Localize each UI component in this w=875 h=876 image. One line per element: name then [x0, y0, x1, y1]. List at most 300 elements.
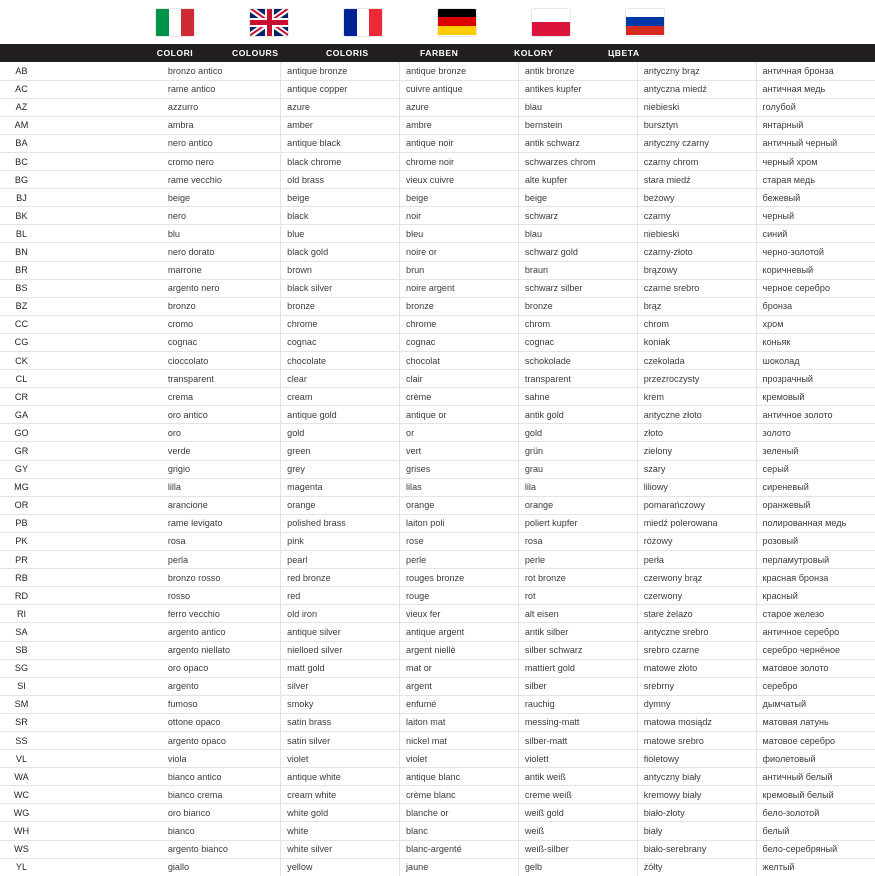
- cell-english: brown: [281, 261, 400, 279]
- cell-russian: античное золото: [756, 406, 875, 424]
- cell-german: grau: [518, 460, 637, 478]
- row-code-gutter: [43, 569, 162, 587]
- cell-german: silber-matt: [518, 731, 637, 749]
- table-row: [0, 768, 875, 786]
- cell-german: lila: [518, 478, 637, 496]
- cell-russian: серый: [756, 460, 875, 478]
- row-code: GA: [0, 406, 43, 424]
- cell-french: noire argent: [400, 279, 519, 297]
- cell-german: grün: [518, 442, 637, 460]
- row-code-gutter: [43, 134, 162, 152]
- cell-german: bronze: [518, 297, 637, 315]
- cell-french: chrome: [400, 315, 519, 333]
- cell-polish: matowa mosiądz: [637, 713, 756, 731]
- cell-italian: argento opaco: [162, 731, 281, 749]
- cell-german: sahne: [518, 388, 637, 406]
- cell-polish: biało-serebrany: [637, 840, 756, 858]
- cell-polish: antyczny czarny: [637, 134, 756, 152]
- cell-russian: матовое золото: [756, 659, 875, 677]
- table-row: [0, 804, 875, 822]
- row-code-gutter: [43, 406, 162, 424]
- cell-english: violet: [281, 750, 400, 768]
- cell-polish: biały: [637, 822, 756, 840]
- row-code-gutter: [43, 659, 162, 677]
- cell-english: antique black: [281, 134, 400, 152]
- row-code: AM: [0, 116, 43, 134]
- cell-english: black gold: [281, 243, 400, 261]
- cell-german: antik schwarz: [518, 134, 637, 152]
- cell-italian: ambra: [162, 116, 281, 134]
- row-code: VL: [0, 750, 43, 768]
- flag-cell-english: [222, 0, 316, 44]
- cell-polish: żółty: [637, 858, 756, 876]
- cell-german: silber: [518, 677, 637, 695]
- cell-italian: rame vecchio: [162, 171, 281, 189]
- cell-french: clair: [400, 370, 519, 388]
- flag-germany-icon: [438, 9, 476, 36]
- row-code: YL: [15, 862, 28, 873]
- cell-german: mattiert gold: [518, 659, 637, 677]
- cell-french: brun: [400, 261, 519, 279]
- row-code: BC: [0, 152, 43, 170]
- cell-german: schwarz gold: [518, 243, 637, 261]
- cell-french: vieux fer: [400, 605, 519, 623]
- cell-english: old iron: [281, 605, 400, 623]
- cell-russian: матовое серебро: [756, 731, 875, 749]
- cell-english: white: [281, 822, 400, 840]
- row-code: WS: [0, 840, 43, 858]
- table-row: [0, 333, 875, 351]
- cell-german: beige: [518, 189, 637, 207]
- row-code: SB: [0, 641, 43, 659]
- cell-french: bleu: [400, 225, 519, 243]
- cell-german: orange: [518, 496, 637, 514]
- cell-french: rouges bronze: [400, 569, 519, 587]
- cell-polish: antyczne srebro: [637, 623, 756, 641]
- cell-polish: koniak: [637, 333, 756, 351]
- row-code: SR: [0, 713, 43, 731]
- cell-french: cuivre antique: [400, 80, 519, 98]
- cell-english: antique gold: [281, 406, 400, 424]
- cell-russian: античный белый: [756, 768, 875, 786]
- row-code-gutter: [43, 370, 162, 388]
- cell-english: chocolate: [281, 352, 400, 370]
- cell-italian: rosa: [162, 532, 281, 550]
- row-code-gutter: [43, 514, 162, 532]
- cell-german: weiß gold: [518, 804, 637, 822]
- cell-german: creme weiß: [518, 786, 637, 804]
- cell-russian: черный хром: [756, 152, 875, 170]
- cell-russian: античная бронза: [756, 62, 875, 80]
- row-code-gutter: [43, 731, 162, 749]
- cell-french: lilas: [400, 478, 519, 496]
- row-code-gutter: [43, 279, 162, 297]
- flag-cell-italian: [128, 0, 222, 44]
- cell-italian: transparent: [162, 370, 281, 388]
- cell-german: weiß: [518, 822, 637, 840]
- row-code: RB: [0, 569, 43, 587]
- table-row: [0, 786, 875, 804]
- cell-polish: pomarańczowy: [637, 496, 756, 514]
- cell-polish: antyczne złoto: [637, 406, 756, 424]
- cell-italian: blu: [162, 225, 281, 243]
- row-code-gutter: [43, 261, 162, 279]
- row-code-gutter: [43, 424, 162, 442]
- cell-french: noir: [400, 207, 519, 225]
- cell-russian: розовый: [756, 532, 875, 550]
- cell-english: satin brass: [281, 713, 400, 731]
- cell-italian: giallo: [167, 862, 190, 873]
- cell-italian: bronzo antico: [162, 62, 281, 80]
- row-code-gutter: [43, 713, 162, 731]
- cell-polish: brązowy: [637, 261, 756, 279]
- cell-italian: cioccolato: [162, 352, 281, 370]
- header-english: COLOURS: [232, 48, 279, 58]
- cell-english: magenta: [281, 478, 400, 496]
- cell-polish: antyczny brąz: [637, 62, 756, 80]
- flag-poland-icon: [532, 9, 570, 36]
- cell-russian: фиолетовый: [756, 750, 875, 768]
- cell-english: red: [281, 587, 400, 605]
- table-row: [0, 243, 875, 261]
- header-russian: ЦВЕТА: [608, 48, 640, 58]
- cell-french: perle: [400, 551, 519, 569]
- cell-italian: argento: [162, 677, 281, 695]
- cell-italian: azzurro: [162, 98, 281, 116]
- cell-english: polished brass: [281, 514, 400, 532]
- row-code: BS: [0, 279, 43, 297]
- cell-polish: czerwony brąz: [637, 569, 756, 587]
- cell-russian: хром: [756, 315, 875, 333]
- cell-italian: oro antico: [162, 406, 281, 424]
- row-code-gutter: [43, 98, 162, 116]
- cell-french: laiton mat: [400, 713, 519, 731]
- cell-russian: оранжевый: [756, 496, 875, 514]
- row-code-gutter: [43, 786, 162, 804]
- cell-german: antik weiß: [518, 768, 637, 786]
- cell-russian: красная бронза: [756, 569, 875, 587]
- row-code: BK: [0, 207, 43, 225]
- cell-german: transparent: [518, 370, 637, 388]
- row-code-gutter: [43, 532, 162, 550]
- cell-french: ambre: [400, 116, 519, 134]
- row-code: BG: [0, 171, 43, 189]
- cell-italian: crema: [162, 388, 281, 406]
- row-code-gutter: [43, 225, 162, 243]
- table-row: [0, 424, 875, 442]
- cell-german: schokolade: [518, 352, 637, 370]
- table-row: [0, 388, 875, 406]
- cell-polish: matowe złoto: [637, 659, 756, 677]
- row-code-gutter: [43, 333, 162, 351]
- row-code: CL: [0, 370, 43, 388]
- header-german: FARBEN: [420, 48, 459, 58]
- cell-french: rose: [400, 532, 519, 550]
- cell-english: antique white: [281, 768, 400, 786]
- cell-french: antique blanc: [400, 768, 519, 786]
- cell-german: violett: [518, 750, 637, 768]
- cell-polish: fioletowy: [637, 750, 756, 768]
- cell-french: jaune: [400, 858, 519, 876]
- row-code: BL: [0, 225, 43, 243]
- cell-russian: бежевый: [756, 189, 875, 207]
- cell-italian: beige: [162, 189, 281, 207]
- row-code: CG: [0, 333, 43, 351]
- flag-cell-russian: [598, 0, 692, 44]
- cell-russian: полированная медь: [756, 514, 875, 532]
- cell-polish: czerwony: [637, 587, 756, 605]
- table-row: [0, 315, 875, 333]
- table-row: [0, 442, 875, 460]
- table-row: [0, 261, 875, 279]
- cell-russian: бронза: [756, 297, 875, 315]
- cell-english: yellow: [281, 858, 400, 876]
- cell-italian: fumoso: [162, 695, 281, 713]
- row-code: AB: [0, 62, 43, 80]
- cell-german: messing-matt: [518, 713, 637, 731]
- table-row: [0, 587, 875, 605]
- cell-english: grey: [281, 460, 400, 478]
- cell-german: antik gold: [518, 406, 637, 424]
- cell-french: antique argent: [400, 623, 519, 641]
- table-row: [0, 225, 875, 243]
- cell-english: amber: [281, 116, 400, 134]
- table-row: [0, 858, 875, 876]
- cell-italian: oro opaco: [162, 659, 281, 677]
- cell-italian: cromo: [162, 315, 281, 333]
- row-code: SM: [0, 695, 43, 713]
- row-code-gutter: [43, 822, 162, 840]
- header-italian: COLORI: [156, 48, 194, 58]
- cell-polish: kremowy biały: [637, 786, 756, 804]
- cell-english: cream: [281, 388, 400, 406]
- cell-italian: verde: [162, 442, 281, 460]
- cell-russian: шоколад: [756, 352, 875, 370]
- cell-english: clear: [281, 370, 400, 388]
- cell-russian: красный: [756, 587, 875, 605]
- cell-russian: черное серебро: [756, 279, 875, 297]
- cell-polish: srebro czarne: [637, 641, 756, 659]
- cell-italian: bianco antico: [162, 768, 281, 786]
- cell-french: or: [400, 424, 519, 442]
- cell-french: blanc: [400, 822, 519, 840]
- cell-german: blau: [518, 98, 637, 116]
- row-code: WA: [0, 768, 43, 786]
- table-row: [0, 695, 875, 713]
- header-polish: KOLORY: [514, 48, 554, 58]
- cell-italian: rosso: [162, 587, 281, 605]
- cell-polish: chrom: [637, 315, 756, 333]
- flag-russia-icon: [626, 9, 664, 36]
- cell-german: bernstein: [518, 116, 637, 134]
- cell-polish: czarny chrom: [637, 152, 756, 170]
- cell-russian: дымчатый: [756, 695, 875, 713]
- row-code: SG: [0, 659, 43, 677]
- cell-polish: dymny: [637, 695, 756, 713]
- cell-italian: cromo nero: [162, 152, 281, 170]
- cell-russian: кремовый белый: [756, 786, 875, 804]
- cell-english: satin silver: [281, 731, 400, 749]
- row-code-gutter: [43, 623, 162, 641]
- cell-italian: arancione: [162, 496, 281, 514]
- cell-french: blanc-argenté: [400, 840, 519, 858]
- row-code: BJ: [0, 189, 43, 207]
- cell-german: gold: [518, 424, 637, 442]
- cell-russian: античный черный: [756, 134, 875, 152]
- cell-german: schwarz: [518, 207, 637, 225]
- row-code: SA: [0, 623, 43, 641]
- table-row: [0, 623, 875, 641]
- row-code: CC: [0, 315, 43, 333]
- cell-french: beige: [400, 189, 519, 207]
- table-row: [0, 171, 875, 189]
- cell-french: crème blanc: [400, 786, 519, 804]
- cell-english: cream white: [281, 786, 400, 804]
- cell-polish: brąz: [637, 297, 756, 315]
- row-code-gutter: [43, 80, 162, 98]
- cell-russian: желтый: [756, 858, 875, 876]
- cell-english: black: [281, 207, 400, 225]
- row-code-gutter: [43, 352, 162, 370]
- cell-english: antique bronze: [281, 62, 400, 80]
- row-code: BN: [0, 243, 43, 261]
- cell-english: bronze: [281, 297, 400, 315]
- cell-french: antique noir: [400, 134, 519, 152]
- cell-english: pearl: [281, 551, 400, 569]
- cell-english: red bronze: [281, 569, 400, 587]
- cell-german: schwarzes chrom: [518, 152, 637, 170]
- row-code: RD: [0, 587, 43, 605]
- cell-italian: rame levigato: [162, 514, 281, 532]
- table-row: [0, 677, 875, 695]
- table-row: [0, 460, 875, 478]
- cell-russian: золото: [756, 424, 875, 442]
- cell-russian: кремовый: [756, 388, 875, 406]
- cell-english: orange: [281, 496, 400, 514]
- table-row: [0, 406, 875, 424]
- cell-russian: голубой: [756, 98, 875, 116]
- table-row: [0, 279, 875, 297]
- row-code-gutter: [43, 605, 162, 623]
- cell-french: noire or: [400, 243, 519, 261]
- cell-german: perle: [518, 551, 637, 569]
- row-code: WC: [0, 786, 43, 804]
- cell-french: laiton poli: [400, 514, 519, 532]
- cell-french: rouge: [400, 587, 519, 605]
- cell-russian: сиреневый: [756, 478, 875, 496]
- row-code-gutter: [43, 641, 162, 659]
- cell-russian: зеленый: [756, 442, 875, 460]
- cell-russian: старое железо: [756, 605, 875, 623]
- table-row: [0, 352, 875, 370]
- table-row: [0, 98, 875, 116]
- table-row: [0, 134, 875, 152]
- cell-polish: miedź polerowana: [637, 514, 756, 532]
- table-row: [0, 297, 875, 315]
- cell-russian: античное серебро: [756, 623, 875, 641]
- cell-german: alt eisen: [518, 605, 637, 623]
- row-code: MG: [0, 478, 43, 496]
- cell-french: grises: [400, 460, 519, 478]
- cell-italian: ottone opaco: [162, 713, 281, 731]
- cell-italian: argento nero: [162, 279, 281, 297]
- cell-english: green: [281, 442, 400, 460]
- row-code-gutter: [43, 388, 162, 406]
- row-code: SS: [0, 731, 43, 749]
- cell-russian: античная медь: [756, 80, 875, 98]
- cell-polish: krem: [637, 388, 756, 406]
- row-code-gutter: [43, 189, 162, 207]
- row-code: WG: [0, 804, 43, 822]
- cell-italian: bronzo rosso: [162, 569, 281, 587]
- cell-russian: бело-серебряный: [756, 840, 875, 858]
- cell-german: chrom: [518, 315, 637, 333]
- row-code-gutter: [43, 62, 162, 80]
- row-code: CK: [0, 352, 43, 370]
- cell-french: violet: [400, 750, 519, 768]
- cell-english: nielloed silver: [281, 641, 400, 659]
- cell-german: cognac: [518, 333, 637, 351]
- cell-french: orange: [400, 496, 519, 514]
- cell-polish: matowe srebro: [637, 731, 756, 749]
- table-row: [0, 370, 875, 388]
- cell-french: vieux cuivre: [400, 171, 519, 189]
- cell-french: antique bronze: [400, 62, 519, 80]
- flag-uk-icon: [250, 9, 288, 36]
- cell-english: azure: [281, 98, 400, 116]
- cell-english: pink: [281, 532, 400, 550]
- cell-english: white silver: [281, 840, 400, 858]
- cell-russian: коричневый: [756, 261, 875, 279]
- cell-italian: nero antico: [162, 134, 281, 152]
- cell-italian: oro: [162, 424, 281, 442]
- row-code: BA: [0, 134, 43, 152]
- cell-german: rot: [518, 587, 637, 605]
- cell-russian: бело-золотой: [756, 804, 875, 822]
- cell-french: vert: [400, 442, 519, 460]
- table-row: [0, 659, 875, 677]
- cell-italian: viola: [162, 750, 281, 768]
- cell-french: chocolat: [400, 352, 519, 370]
- table-row: [0, 62, 875, 80]
- cell-italian: grigio: [162, 460, 281, 478]
- row-code-gutter: [43, 804, 162, 822]
- table-row: [0, 569, 875, 587]
- table-row: [0, 551, 875, 569]
- cell-russian: коньяк: [756, 333, 875, 351]
- cell-russian: белый: [756, 822, 875, 840]
- row-code-gutter: [43, 551, 162, 569]
- cell-italian: nero dorato: [162, 243, 281, 261]
- flag-cell-polish: [504, 0, 598, 44]
- cell-polish: niebieski: [637, 98, 756, 116]
- row-code: PK: [0, 532, 43, 550]
- cell-french: bronze: [400, 297, 519, 315]
- cell-polish: antyczny biały: [637, 768, 756, 786]
- cell-german: weiß-silber: [518, 840, 637, 858]
- cell-french: cognac: [400, 333, 519, 351]
- cell-french: blanche or: [400, 804, 519, 822]
- cell-german: blau: [518, 225, 637, 243]
- row-code-gutter: [43, 695, 162, 713]
- cell-italian: nero: [162, 207, 281, 225]
- table-row: [0, 189, 875, 207]
- cell-french: mat or: [400, 659, 519, 677]
- cell-polish: zielony: [637, 442, 756, 460]
- flag-cell-french: [316, 0, 410, 44]
- cell-russian: янтарный: [756, 116, 875, 134]
- cell-english: antique silver: [281, 623, 400, 641]
